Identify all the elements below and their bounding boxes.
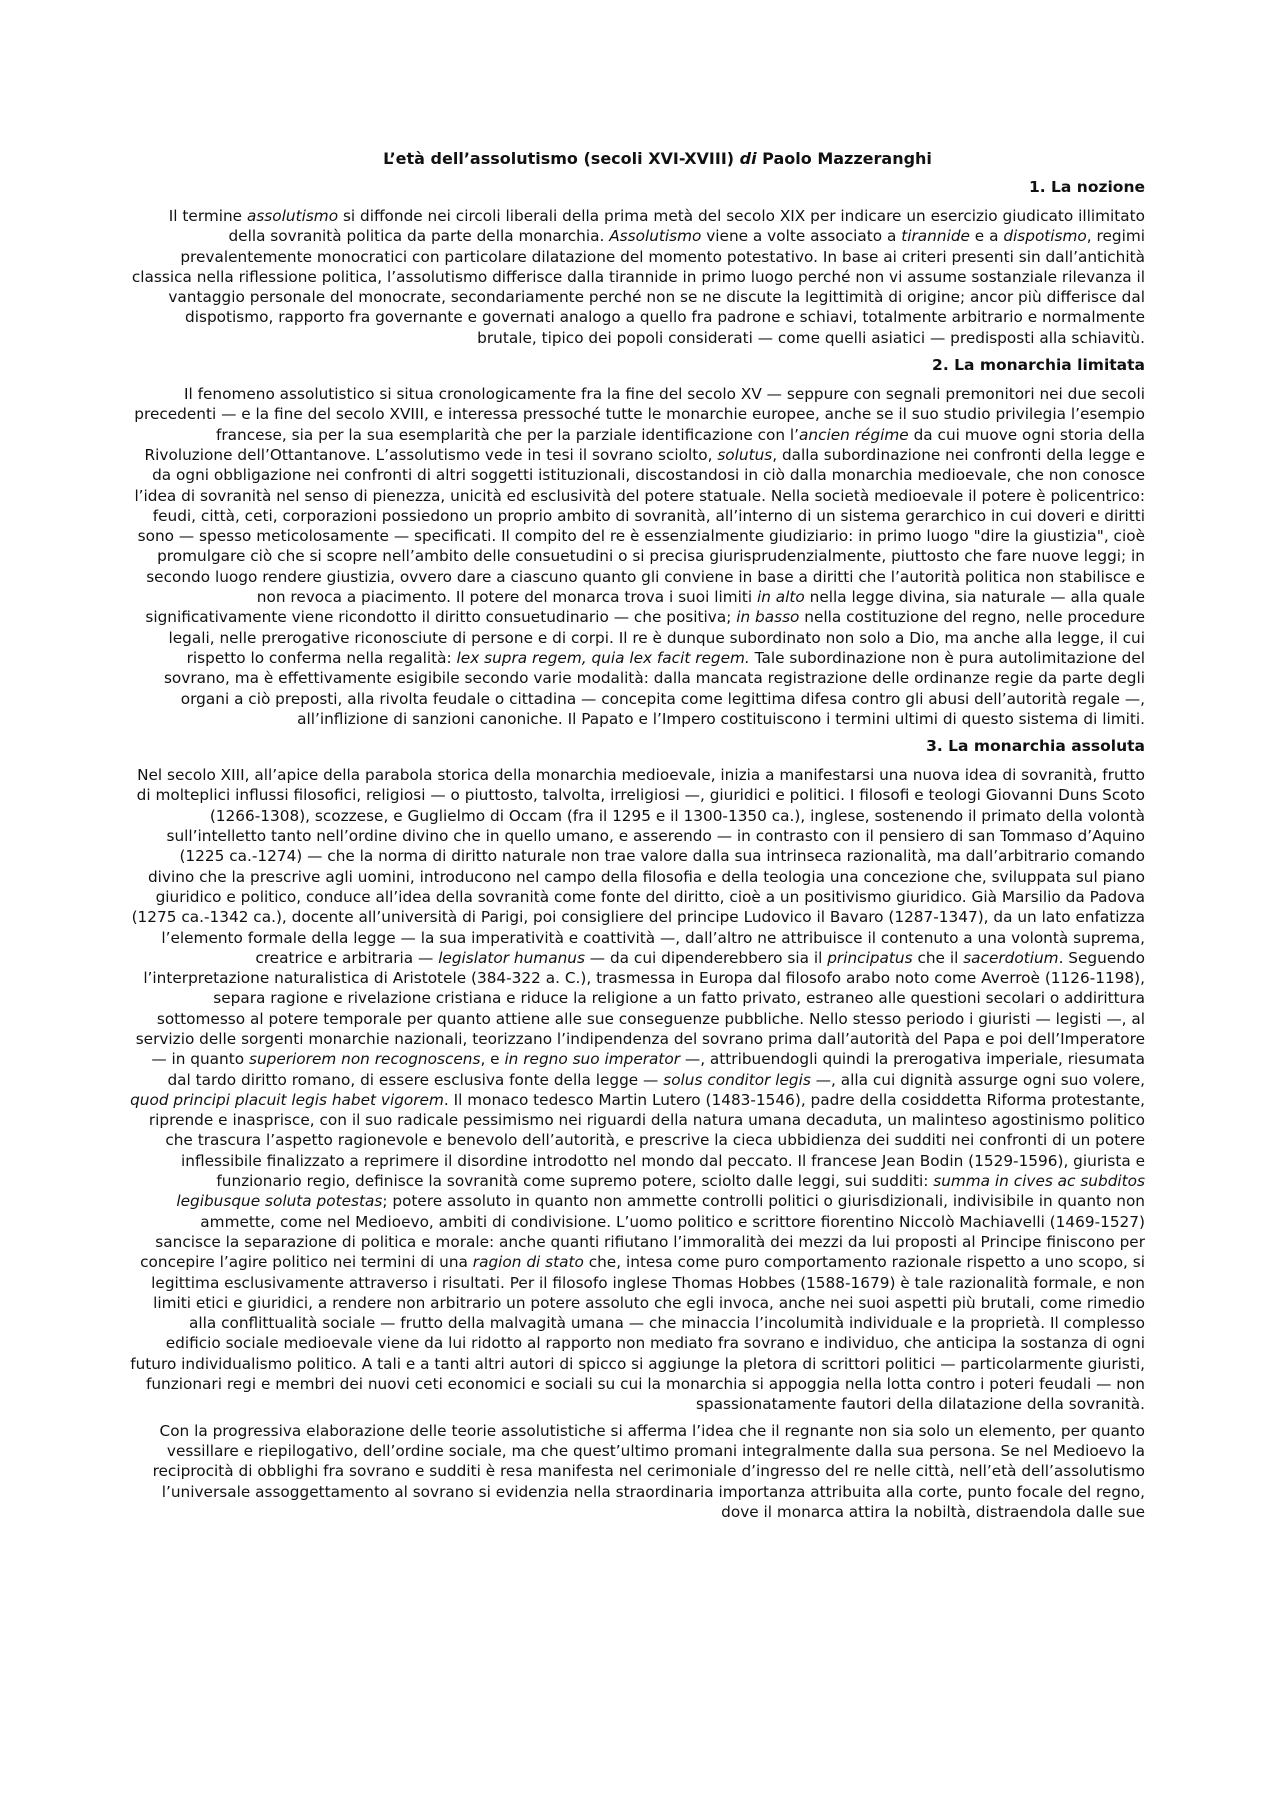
text-segment: L’età dell’assolutismo (secoli XVI-XVIII) [383, 149, 740, 168]
paragraph-nozione [130, 206, 1145, 348]
text-segment: Tale subordinazione non è pura autolimitazione del sovrano, ma è effettivamente esigibile secondo varie modalità: dalla mancata registrazione delle ordinanze regie da parte degli organi a ciò preposti, alla rivolta feudale o cittadina — concepita come legittima difesa contro gli abusi dell’autorità regale —, all’inflizione di sanzioni canoniche. Il Papato e l’Impero costituiscono i termini ultimi di questo sistema di limiti. [163, 648, 1145, 728]
section-heading-nozione: 1. La nozione [1028, 178, 1145, 196]
text-segment: si diffonde nei circoli liberali della prima metà del secolo XIX per indicare un esercizio giudicato illimitato della sovranità politica da parte della monarchia. [228, 207, 1145, 246]
text-segment: da cui muove ogni storia della Rivoluzione dell’Ottantanove. L’assolutismo vede in tesi il sovrano sciolto, [144, 425, 1145, 464]
italic-text-segment: ragion di stato [472, 1253, 584, 1272]
text-segment: nella legge divina, sia naturale — alla quale significativamente viene ricondotto il diritto consuetudinario — che positiva; [145, 588, 1145, 627]
text-segment: , regimi prevalentemente monocratici con particolare dilatazione del momento potestativo. In base ai criteri presenti sin dall’antichità classica nella riflessione politica, l’assolutismo differisce dalla tirannide in primo luogo perché non vi assume sostanziale rilevanza il vantaggio personale del monocrate, secondariamente perché non se ne discute la legittimità di origine; ancor più differisce dal dispotismo, rapporto fra governante e governati analogo a quello fra padrone e schiavi, totalmente arbitrario e normalmente brutale, tipico dei popoli considerati — come quelli asiatici — predisposti alla schiavitù. [131, 227, 1145, 347]
italic-text-segment: ancien régime [799, 425, 909, 444]
section-heading-monarchia-assoluta: 3. La monarchia assoluta [926, 737, 1145, 756]
text-segment: e a [969, 227, 1004, 246]
italic-text-segment: lex supra regem, quia lex facit regem. [456, 648, 750, 667]
document-title [130, 148, 1145, 170]
section-heading-monarchia-limitata: 2. La monarchia limitata [932, 356, 1145, 375]
text-segment: — da cui dipenderebbero sia il [584, 948, 828, 967]
italic-text-segment: assolutismo [246, 207, 339, 225]
italic-text-segment: summa in cives ac subditos legibusque soluta potestas [176, 1172, 1145, 1211]
italic-text-segment: dispotismo [1003, 227, 1087, 246]
italic-text-segment: Assolutismo [609, 227, 702, 246]
text-segment: ; potere assoluto in quanto non ammette controlli politici o giurisdizionali, indivisibile in quanto non ammette, come nel Medioevo, ambiti di condivisione. L’uomo politico e scrittore fiorentino Niccolò Machiavelli (1469-1527) sancisce la separazione di politica e morale: anche quanti rifiutano l’immoralità dei mezzi da lui proposti al Principe finiscono per concepire l’agire politico nei termini di una [140, 1192, 1145, 1272]
italic-text-segment: legislator humanus [438, 948, 585, 967]
text-segment: che il [912, 948, 964, 967]
text-segment: Nel secolo XIII, all’apice della parabola storica della monarchia medioevale, inizia a manifestarsi una nuova idea di sovranità, frutto di molteplici influssi filosofici, religiosi — o piuttosto, talvolta, irreligiosi —, giuridici e politici. I filosofi e teologi Giovanni Duns Scoto (1266-1308), scozzese, e Guglielmo di Occam (fra il 1295 e il 1300-1350 ca.), inglese, sostenendo il primato della volontà sull’intelletto tanto nell’ordine divino che in quello umano, e asserendo — in contrasto con il pensiero di san Tommaso d’Aquino (1225 ca.-1274) — che la norma di diritto naturale non trae valore dalla sua intrinseca razionalità, ma dall’arbitrario comando divino che la prescrive agli uomini, introducono nel campo della filosofia e della teologia una concezione che, sviluppata sul piano giuridico e politico, conduce all’idea della sovranità come fonte del diritto, cioè a un positivismo giuridico. Già Marsilio da Padova (1275 ca.-1342 ca.), docente all’università di Parigi, poi consigliere del principe Ludovico il Bavaro (1287-1347), da un lato enfatizza l’elemento formale della legge — la sua imperatività e coattività —, dall’altro ne attribuisce il contenuto a una volontà suprema, creatrice e arbitraria — [131, 766, 1145, 967]
text-segment: . Il monaco tedesco Martin Lutero (1483-1546), padre della cosiddetta Riforma protestante, riprende e inasprisce, con il suo radicale pessimismo nei riguardi della natura umana decaduta, un malinteso agostinismo politico che trascura l’aspetto ragionevole e benevolo dell’autorità, e prescrive la cieca ubbidienza dei sudditi nei confronti di un potere inflessibile finalizzato a reprimere il disordine introdotto nel mondo dal peccato. Il francese Jean Bodin (1529-1596), giurista e funzionario regio, definisce la sovranità come supremo potere, sciolto dalle leggi, sui sudditi: [148, 1090, 1145, 1191]
text-segment: , dalla subordinazione nei confronti della legge e da ogni obbligazione nei confronti di altri soggetti istituzionali, discostandosi in ciò dalla monarchia medioevale, che non conosce l’idea di sovranità nel senso di pienezza, unicità ed esclusività del potere statuale. Nella società medioevale il potere è policentrico: feudi, città, ceti, corporazioni possiedono un proprio ambito di sovranità, all’interno di un sistema gerarchico in cui doveri e diritti sono — spesso meticolosamente — specificati. Il compito del re è essenzialmente giudiziario: in primo luogo "dire la giustizia", cioè promulgare ciò che si scopre nell’ambito delle consuetudini o si precisa giurisprudenzialmente, piuttosto che fare nuove leggi; in secondo luogo rendere giustizia, ovvero dare a ciascuno quanto gli conviene in base a diritti che l’autorità politica non stabilisce e non revoca a piacimento. Il potere del monarca trova i suoi limiti [134, 445, 1145, 607]
text-segment: . Seguendo l’interpretazione naturalistica di Aristotele (384-322 a. C.), trasmessa in Europa dal filosofo arabo noto come Averroè (1126-1198), separa ragione e rivelazione cristiana e riduce la religione a un fatto privato, estraneo alle questioni secolari o addirittura sottomesso al potere temporale per quanto attiene alle sue conseguenze pubbliche. Nello stesso periodo i giuristi — legisti —, al servizio delle sorgenti monarchie nazionali, teorizzano l’indipendenza del sovrano prima dall’autorità del Papa e poi dell’Imperatore — in quanto [135, 948, 1145, 1069]
italic-text-segment: superiorem non recognoscens [248, 1050, 481, 1069]
text-segment: Paolo Mazzeranghi [756, 149, 932, 168]
text-segment: —, alla cui dignità assurge ogni suo volere, [810, 1070, 1145, 1089]
italic-text-segment: in alto [756, 588, 805, 607]
italic-text-segment: in basso [736, 608, 800, 627]
italic-text-segment: di [739, 149, 757, 168]
text-segment: Il termine [168, 207, 247, 225]
italic-text-segment: solus conditor legis [663, 1070, 811, 1089]
paragraph-monarchia-limitata [130, 384, 1145, 729]
text-segment: Il fenomeno assolutistico si situa cronologicamente fra la fine del secolo XV — seppure con segnali premonitori nei due secoli precedenti — e la fine del secolo XVIII, e interessa pressoché tutte le monarchie europee, anche se il suo studio privilegia l’esempio francese, sia per la sua esemplarità che per la parziale identificazione con l’ [134, 385, 1145, 444]
text-segment: che, intesa come puro comportamento razionale rispetto a uno scopo, si legittima esclusivamente attraverso i risultati. Per il filosofo inglese Thomas Hobbes (1588-1679) è tale razionalità formale, e non limiti etici e giuridici, a rendere non arbitrario un potere assoluto che egli invoca, anche nei suoi aspetti più brutali, come rimedio alla conflittualità sociale — frutto della malvagità umana — che minaccia l’incolumità individuale e la proprietà. Il complesso edificio sociale medioevale viene da lui ridotto al rapporto non mediato fra sovrano e individuo, che anticipa la sostanza di ogni futuro individualismo politico. A tali e a tanti altri autori di spicco si aggiunge la pletora di scrittori politici — particolarmente giuristi, funzionari regi e membri dei nuovi ceti economici e sociali su cui la monarchia si appoggia nella lotta contro i poteri feudali — non spassionatamente fautori della dilatazione della sovranità. [130, 1253, 1145, 1414]
italic-text-segment: sacerdotium [963, 948, 1059, 967]
italic-text-segment: solutus [717, 445, 773, 464]
document-page [130, 148, 1145, 1528]
paragraph-monarchia-assoluta-2 [130, 1421, 1145, 1522]
text-segment: viene a volte associato a [701, 227, 902, 246]
italic-text-segment: in regno suo imperator [504, 1050, 681, 1069]
paragraph-monarchia-assoluta-1 [130, 765, 1145, 1415]
text-segment: nella costituzione del regno, nelle procedure legali, nelle prerogative riconosciute di persone e di corpi. Il re è dunque subordinato non solo a Dio, ma anche alla legge, il cui rispetto lo conferma nella regalità: [168, 608, 1145, 667]
italic-text-segment: quod principi placuit legis habet vigorem [130, 1090, 444, 1109]
italic-text-segment: principatus [827, 948, 913, 967]
italic-text-segment: tirannide [901, 227, 970, 246]
text-segment: —, attribuendogli quindi la prerogativa imperiale, riesumata dal tardo diritto romano, di essere esclusiva fonte della legge — [167, 1050, 1145, 1089]
text-segment: Con la progressiva elaborazione delle teorie assolutistiche si afferma l’idea che il regnante non sia solo un elemento, per quanto vessillare e riepilogativo, dell’ordine sociale, ma che quest’ultimo promani integralmente dalla sua persona. Se nel Medioevo la reciprocità di obblighi fra sovrano e sudditi è resa manifesta nel cerimoniale d’ingresso del re nelle città, nell’età dell’assolutismo l’universale assoggettamento al sovrano si evidenzia nella straordinaria importanza attribuita alla corte, punto focale del regno, dove il monarca attira la nobiltà, distraendola dalle sue [152, 1421, 1145, 1521]
text-segment: , e [480, 1050, 505, 1069]
